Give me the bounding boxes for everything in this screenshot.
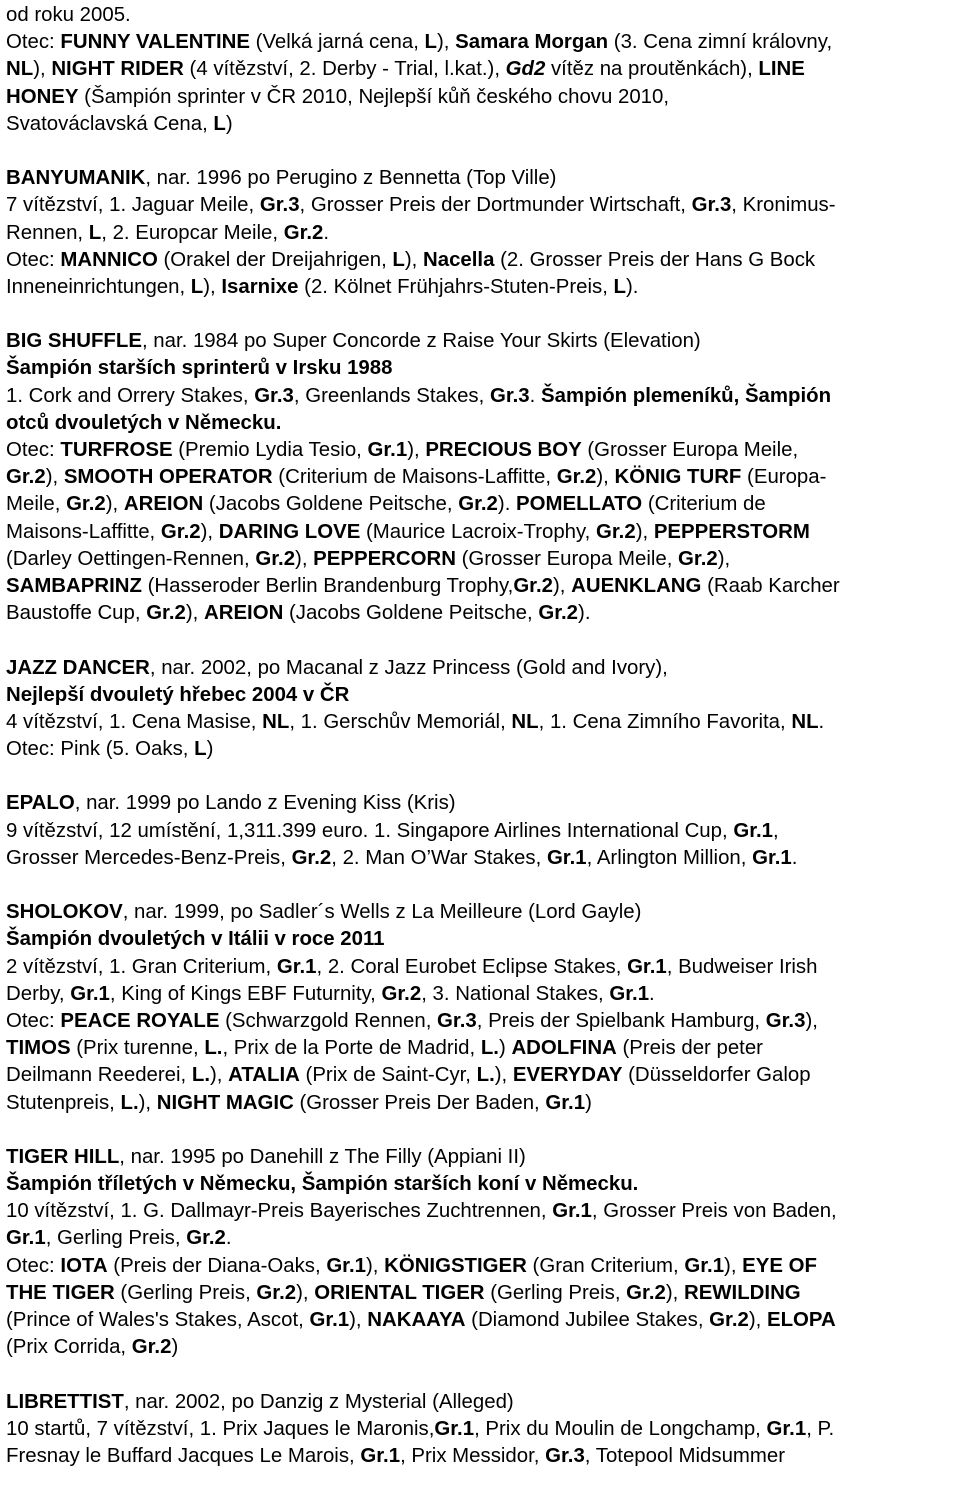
text-line <box>6 1144 952 1171</box>
text-run: PRECIOUS BOY <box>425 439 582 461</box>
text-run: DARING LOVE <box>218 520 361 543</box>
text-run: LIBRETTIST <box>6 1390 124 1413</box>
text-run: Otec: <box>6 1009 61 1032</box>
text-run: 4 vítězství, 1. Cena Masise, <box>6 710 263 733</box>
text-line <box>6 1280 952 1307</box>
text-run: , nar. 1995 po Danehill z The Filly (Appiani II) <box>119 1145 526 1168</box>
text-line <box>6 926 952 953</box>
text-run: ), <box>366 1254 385 1277</box>
paragraph <box>6 790 952 872</box>
text-run: , Kronimus- <box>731 194 836 217</box>
text-run: Šampión dvouletých v Itálii v roce 2011 <box>6 928 385 951</box>
text-run: L <box>194 738 207 761</box>
text-run: Gr.1 <box>609 982 650 1005</box>
paragraph <box>6 1389 952 1471</box>
text-run: ), <box>407 439 426 461</box>
text-run: ORIENTAL TIGER <box>314 1281 485 1304</box>
text-run: (Prix turenne, <box>70 1037 205 1060</box>
text-run: ELOPA <box>766 1309 836 1331</box>
text-run: Gr.3 <box>545 1444 585 1467</box>
text-run: HONEY <box>6 85 79 108</box>
text-run: (Criterium de <box>642 493 766 516</box>
text-run: Rennen, <box>6 221 89 244</box>
text-run: (Düsseldorfer Galop <box>622 1064 811 1087</box>
text-run: , 1. Cena Zimního Favorita, <box>538 710 792 733</box>
text-line <box>6 600 952 627</box>
text-run: Gr.2 <box>709 1309 749 1331</box>
text-line <box>6 655 952 682</box>
text-run: L <box>88 221 102 244</box>
text-run: Gr.2 <box>556 466 597 489</box>
text-run: , Prix de la Porte de Madrid, <box>222 1037 481 1060</box>
text-run: (Orakel der Dreijahrigen, <box>157 248 393 271</box>
text-line <box>6 491 952 518</box>
text-run: EVERYDAY <box>512 1064 623 1087</box>
text-run: otců dvouletých v Německu. <box>6 411 282 434</box>
text-run: Gr.3 <box>254 384 294 407</box>
text-line <box>6 519 952 546</box>
text-run: ), <box>296 1281 315 1304</box>
text-run: (Gran Criterium, <box>526 1254 685 1277</box>
text-run: Samara Morgan <box>455 31 609 54</box>
text-line <box>6 464 952 491</box>
text-run: L <box>424 31 438 54</box>
text-run: Gr.1 <box>309 1309 350 1331</box>
text-line <box>6 29 952 56</box>
text-run: (Europa- <box>741 466 827 489</box>
text-run: NIGHT MAGIC <box>156 1091 294 1114</box>
text-line <box>6 1062 952 1089</box>
text-run: , Grosser Preis der Dortmunder Wirtschaft, <box>299 194 692 217</box>
text-run: Gr.3 <box>489 384 530 407</box>
text-run: Isarnixe <box>221 275 299 298</box>
text-run: . <box>649 982 655 1005</box>
text-run: Gd2 <box>505 58 546 81</box>
text-run: L <box>190 275 204 298</box>
text-line <box>6 383 952 410</box>
text-run: L. <box>204 1037 223 1060</box>
text-run: SMOOTH OPERATOR <box>63 466 273 489</box>
text-line <box>6 328 952 355</box>
text-run: TURFROSE <box>60 439 173 461</box>
text-line <box>6 192 952 219</box>
text-run: , Budweiser Irish <box>666 955 818 978</box>
text-run: L <box>392 248 405 271</box>
text-run: Derby, <box>6 982 71 1005</box>
paragraph <box>6 2 952 138</box>
text-run: ), <box>138 1091 157 1114</box>
text-run: vítěz na proutěnkách), <box>545 58 759 81</box>
text-run: PEACE ROYALE <box>60 1009 220 1032</box>
text-line <box>6 1171 952 1198</box>
text-line <box>6 682 952 709</box>
text-run: Gr.2 <box>66 493 106 516</box>
text-run: Gr.2 <box>283 221 324 244</box>
text-run: (Diamond Jubilee Stakes, <box>465 1309 710 1331</box>
text-run: ), <box>203 275 222 298</box>
text-run: Gr.2 <box>146 602 186 625</box>
text-run: Fresnay le Buffard Jacques Le Marois, <box>6 1444 361 1467</box>
text-run: (Prix Corrida, <box>6 1336 132 1359</box>
text-run: Gr.1 <box>6 1227 46 1250</box>
text-run: Gr.1 <box>367 439 408 461</box>
text-run: ADOLFINA <box>511 1037 617 1060</box>
text-run: , Prix du Moulin de Longchamp, <box>474 1417 767 1440</box>
text-run: (2. Kölnet Frühjahrs-Stuten-Preis, <box>298 275 614 298</box>
text-run: Šampión plemeníků, Šampión <box>541 384 832 407</box>
text-run: Otec: <box>6 248 61 271</box>
text-run: (Schwarzgold Rennen, <box>219 1009 438 1032</box>
text-run: (Preis der Diana-Oaks, <box>107 1254 327 1277</box>
text-run: ), <box>665 1281 684 1304</box>
text-run: (Grosser Europa Meile, <box>581 439 799 461</box>
text-run: Gr.1 <box>552 1200 592 1223</box>
text-run: ), <box>105 493 124 516</box>
text-run: ), <box>437 31 456 54</box>
text-run: KÖNIGSTIGER <box>384 1254 527 1277</box>
text-run: ). <box>578 602 591 625</box>
text-run: L. <box>120 1091 139 1114</box>
text-line <box>6 1443 952 1470</box>
text-line <box>6 355 952 382</box>
text-run: LINE <box>758 58 805 81</box>
text-run: IOTA <box>60 1254 108 1277</box>
text-run: EPALO <box>6 792 75 815</box>
text-run: Stutenpreis, <box>6 1091 121 1114</box>
text-run: Gr.1 <box>766 1417 807 1440</box>
text-run: , nar. 1999 po Lando z Evening Kiss (Kris) <box>74 792 456 815</box>
text-run: ), <box>805 1009 818 1032</box>
text-run: (Jacobs Goldene Peitsche, <box>283 602 539 625</box>
text-line <box>6 111 952 138</box>
text-line <box>6 2 952 29</box>
text-line <box>6 899 952 926</box>
text-run: MANNICO <box>60 248 158 271</box>
text-line <box>6 573 952 600</box>
text-run: NAKAAYA <box>367 1309 466 1331</box>
text-run: Svatováclavská Cena, <box>6 112 214 135</box>
text-run: ), <box>494 1064 513 1087</box>
text-run: ), <box>748 1309 767 1331</box>
text-line <box>6 709 952 736</box>
text-run: . <box>225 1227 232 1250</box>
text-run: . <box>791 846 798 869</box>
text-run: (Raab Karcher <box>701 574 840 597</box>
text-run: ), <box>295 547 314 570</box>
text-line <box>6 790 952 817</box>
text-run: Gr.2 <box>678 547 718 570</box>
text-run: L. <box>191 1064 211 1087</box>
text-line <box>6 165 952 192</box>
text-run: ) <box>171 1336 179 1359</box>
text-run: . <box>323 221 330 244</box>
text-line <box>6 736 952 763</box>
text-line <box>6 1090 952 1117</box>
text-run: (Gerling Preis, <box>114 1281 257 1304</box>
text-line <box>6 818 952 845</box>
text-run: . <box>529 384 541 407</box>
text-run: ), <box>724 1254 743 1277</box>
text-run: (Prince of Wales's Stakes, Ascot, <box>6 1309 310 1331</box>
text-run: , nar. 2002, po Macanal z Jazz Princess (Gold and Ivory), <box>149 656 668 679</box>
text-run: KÖNIG TURF <box>614 466 742 489</box>
text-run: Šampión tříletých v Německu, Šampión starších koní v Německu. <box>6 1173 639 1196</box>
text-run: Gr.1 <box>627 955 667 978</box>
text-run: EYE OF <box>742 1254 817 1277</box>
text-run: Gr.2 <box>626 1281 666 1304</box>
text-line <box>6 1008 952 1035</box>
text-run: Meile, <box>6 493 67 516</box>
text-run: Gr.3 <box>259 194 300 217</box>
text-run: (Darley Oettingen-Rennen, <box>6 547 256 570</box>
text-line <box>6 410 952 437</box>
text-run: , Arlington Million, <box>586 846 753 869</box>
text-line <box>6 1389 952 1416</box>
text-run: ). <box>626 275 639 298</box>
text-run: , nar. 1999, po Sadler´s Wells z La Meilleure (Lord Gayle) <box>122 901 642 924</box>
text-run: (Criterium de Maisons-Laffitte, <box>272 466 557 489</box>
text-run: Gr.2 <box>131 1336 172 1359</box>
text-run: Otec: <box>6 31 61 54</box>
text-run: Gr.2 <box>255 547 296 570</box>
text-run: Gr.2 <box>458 493 498 516</box>
text-run: ) <box>206 738 214 761</box>
text-run: 2 vítězství, 1. Gran Criterium, <box>6 955 277 978</box>
text-run: Gr.2 <box>256 1281 297 1304</box>
text-line <box>6 1334 952 1361</box>
text-line <box>6 274 952 301</box>
text-run: Gr.1 <box>752 846 792 869</box>
text-run: Gr.2 <box>6 466 46 489</box>
text-run: L. <box>476 1064 495 1087</box>
text-run: L <box>213 112 226 135</box>
text-run: AUENKLANG <box>571 574 702 597</box>
text-run: Nacella <box>423 248 495 271</box>
text-run: , Preis der Spielbank Hamburg, <box>476 1009 766 1032</box>
text-run: ), <box>553 574 572 597</box>
text-run: THE TIGER <box>6 1281 115 1304</box>
text-line <box>6 546 952 573</box>
text-run: ), <box>200 520 219 543</box>
text-run: Deilmann Reederei, <box>6 1064 192 1087</box>
text-run: Gr.1 <box>546 846 587 869</box>
text-run: (Maurice Lacroix-Trophy, <box>360 520 597 543</box>
text-run: L <box>613 275 627 298</box>
text-line <box>6 56 952 83</box>
text-run: , Totepool Midsummer <box>584 1444 786 1467</box>
text-run: , Greenlands Stakes, <box>293 384 490 407</box>
text-run: Grosser Mercedes-Benz-Preis, <box>6 846 292 869</box>
text-run: (Šampión sprinter v ČR 2010, Nejlepší kůň českého chovu 2010, <box>78 85 670 108</box>
text-run: Gr.1 <box>733 819 774 842</box>
text-run: TIMOS <box>6 1037 71 1060</box>
text-run: Nejlepší dvouletý hřebec 2004 v ČR <box>6 683 350 706</box>
text-run: REWILDING <box>683 1281 801 1304</box>
text-run: TIGER HILL <box>6 1145 120 1168</box>
text-run: , 3. National Stakes, <box>421 982 610 1005</box>
text-run: , 2. Europcar Meile, <box>101 221 284 244</box>
text-run: BANYUMANIK <box>6 167 146 190</box>
text-run: ), <box>404 248 424 271</box>
text-run: 10 vítězství, 1. G. Dallmayr-Preis Bayerisches Zuchtrennen, <box>6 1200 553 1223</box>
text-run: Inneneinrichtungen, <box>6 275 191 298</box>
paragraph <box>6 165 952 301</box>
text-run: Gr.2 <box>186 1227 226 1250</box>
text-run: (Jacobs Goldene Peitsche, <box>203 493 459 516</box>
text-run: (Hasseroder Berlin Brandenburg Trophy, <box>141 574 514 597</box>
text-run: Gr.3 <box>765 1009 806 1032</box>
text-run: Gr.1 <box>684 1254 725 1277</box>
text-run: (3. Cena zimní královny, <box>608 31 833 54</box>
text-line <box>6 1307 952 1334</box>
text-run: JAZZ DANCER <box>6 656 150 679</box>
paragraph <box>6 328 952 627</box>
text-run: POMELLATO <box>516 493 643 516</box>
text-line <box>6 981 952 1008</box>
text-run: 10 startů, 7 vítězství, 1. Prix Jaques le Maronis, <box>6 1417 435 1440</box>
text-line <box>6 1198 952 1225</box>
paragraph <box>6 1144 952 1362</box>
text-run: , Gerling Preis, <box>45 1227 187 1250</box>
text-run: , Prix Messidor, <box>400 1444 546 1467</box>
text-run: 1. Cork and Orrery Stakes, <box>6 384 255 407</box>
text-run: , King of Kings EBF Futurnity, <box>109 982 382 1005</box>
text-run: (Grosser Europa Meile, <box>455 547 679 570</box>
text-run: Gr.2 <box>381 982 422 1005</box>
text-run: ). <box>497 493 517 516</box>
text-run: , Grosser Preis von Baden, <box>591 1200 837 1223</box>
text-run: Gr.1 <box>276 955 317 978</box>
text-line <box>6 1253 952 1280</box>
text-run: ), <box>349 1309 368 1331</box>
text-run: (Grosser Preis Der Baden, <box>293 1091 546 1114</box>
text-run: ) <box>498 1037 512 1060</box>
text-run: . <box>818 710 825 733</box>
text-run: Otec: Pink (5. Oaks, <box>6 738 195 761</box>
text-run: Maisons-Laffitte, <box>6 520 161 543</box>
text-run: , <box>773 819 779 842</box>
text-run: Gr.2 <box>538 602 579 625</box>
text-run: ), <box>596 466 615 489</box>
text-line <box>6 1416 952 1443</box>
text-run: Šampión starších sprinterů v Irsku 1988 <box>6 357 393 380</box>
text-run: PEPPERSTORM <box>653 520 810 543</box>
text-line <box>6 1225 952 1252</box>
text-run: ) <box>585 1091 592 1114</box>
text-run: (4 vítězství, 2. Derby - Trial, l.kat.), <box>183 58 506 81</box>
text-run <box>506 58 546 80</box>
text-run: L. <box>480 1037 499 1060</box>
text-run: Otec: <box>6 439 61 461</box>
text-run: NL <box>6 58 34 81</box>
text-run: , nar. 1996 po Perugino z Bennetta (Top Ville) <box>145 167 557 190</box>
text-run: Otec: <box>6 1254 61 1277</box>
text-line <box>6 437 952 464</box>
text-run: (Premio Lydia Tesio, <box>172 439 368 461</box>
text-run: NL <box>791 710 819 733</box>
text-run: (2. Grosser Preis der Hans G Bock <box>494 248 816 271</box>
text-line <box>6 845 952 872</box>
text-run: od roku 2005. <box>6 4 131 26</box>
text-run: , nar. 1984 po Super Concorde z Raise Your Skirts (Elevation) <box>141 330 701 353</box>
text-run: ATALIA <box>228 1064 300 1087</box>
text-line <box>6 1035 952 1062</box>
text-run: ), <box>717 547 731 570</box>
text-run: (Prix de Saint-Cyr, <box>299 1064 477 1087</box>
text-run: BIG SHUFFLE <box>6 330 142 353</box>
text-run: Gr.1 <box>360 1444 401 1467</box>
text-run: Gr.1 <box>70 982 110 1005</box>
text-line <box>6 220 952 247</box>
text-run: Gr.2 <box>596 520 636 543</box>
text-run: SHOLOKOV <box>6 901 123 924</box>
text-run: Gr.3 <box>437 1009 477 1032</box>
text-run: ), <box>185 602 204 625</box>
text-run: (Gerling Preis, <box>484 1281 627 1304</box>
text-line <box>6 84 952 111</box>
text-run: SAMBAPRINZ <box>6 574 142 597</box>
text-run: (Preis der peter <box>616 1037 763 1060</box>
text-run: , 2. Man O’War Stakes, <box>331 846 547 869</box>
text-run: ), <box>210 1064 229 1087</box>
text-run: FUNNY VALENTINE <box>60 31 250 54</box>
text-run: Gr.2 <box>160 520 201 543</box>
text-run: NL <box>262 710 290 733</box>
text-run: ) <box>225 112 233 135</box>
text-run: NL <box>511 710 539 733</box>
text-run: Baustoffe Cup, <box>6 602 147 625</box>
text-run: , P. <box>806 1417 835 1440</box>
text-line <box>6 247 952 274</box>
text-run: Gr.1 <box>326 1254 366 1277</box>
text-run: (Velká jarná cena, <box>249 31 425 54</box>
text-run: AREION <box>123 493 204 516</box>
text-run: Gr.3 <box>691 194 732 217</box>
text-run: 7 vítězství, 1. Jaguar Meile, <box>6 194 260 217</box>
paragraph <box>6 899 952 1117</box>
text-run: Gr.1 <box>434 1417 475 1440</box>
text-run: AREION <box>204 602 284 625</box>
text-run: , 2. Coral Eurobet Eclipse Stakes, <box>316 955 628 978</box>
text-run: PEPPERCORN <box>313 547 456 570</box>
text-line <box>6 954 952 981</box>
paragraph <box>6 655 952 764</box>
text-run: ), <box>635 520 654 543</box>
text-run: 9 vítězství, 12 umístění, 1,311.399 euro. 1. Singapore Airlines International Cup, <box>6 819 734 842</box>
text-run: ), <box>33 58 52 81</box>
text-run: Gr.1 <box>545 1091 586 1114</box>
text-run: ), <box>45 466 64 489</box>
text-run: , 1. Gerschův Memoriál, <box>289 710 512 733</box>
text-run: , nar. 2002, po Danzig z Mysterial (Alleged) <box>123 1390 514 1413</box>
text-run: Gr.2 <box>513 574 553 597</box>
text-run: NIGHT RIDER <box>51 58 184 81</box>
text-run: Gr.2 <box>291 846 332 869</box>
